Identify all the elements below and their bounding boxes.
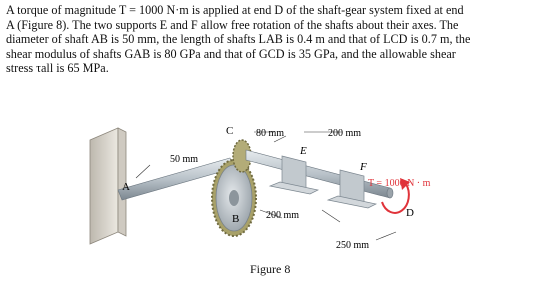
label-d: D [406,207,414,219]
label-dim-200-top: 200 mm [328,128,362,139]
shaft-gear-figure [60,120,460,265]
label-dim-50: 50 mm [170,154,199,165]
label-b: B [232,213,240,225]
problem-line-4: shear modulus of shafts GAB is 80 GPa and that of GCD is 35 GPa, and the allowable shear [6,46,456,61]
problem-line-1: A torque of magnitude T = 1000 N·m is applied at end D of the shaft-gear system fixed at end [6,3,464,17]
problem-statement [6,3,546,76]
figure-caption: Figure 8 [250,262,291,276]
label-dim-200-gear: 200 mm [266,210,300,221]
problem-line-5: stress τall is 65 MPa. [6,61,109,75]
label-torque: T = 1000 N · m [368,178,431,189]
problem-line-3: diameter of shaft AB is 50 mm, the length of shafts LAB is 0.4 m and that of LCD is 0.7 m, the [6,32,471,46]
label-dim-250: 250 mm [336,240,370,251]
label-c: C [226,125,234,137]
problem-line-2: A (Figure 8). The two supports E and F allow free rotation of the shafts about their axes. The [6,17,459,32]
shaft-cd [246,150,393,198]
label-dim-80: 80 mm [256,128,285,139]
fixed-wall [90,128,126,244]
label-e: E [300,145,307,157]
shaft-gear-diagram [60,120,460,260]
label-a: A [122,181,130,193]
label-f: F [360,161,367,173]
